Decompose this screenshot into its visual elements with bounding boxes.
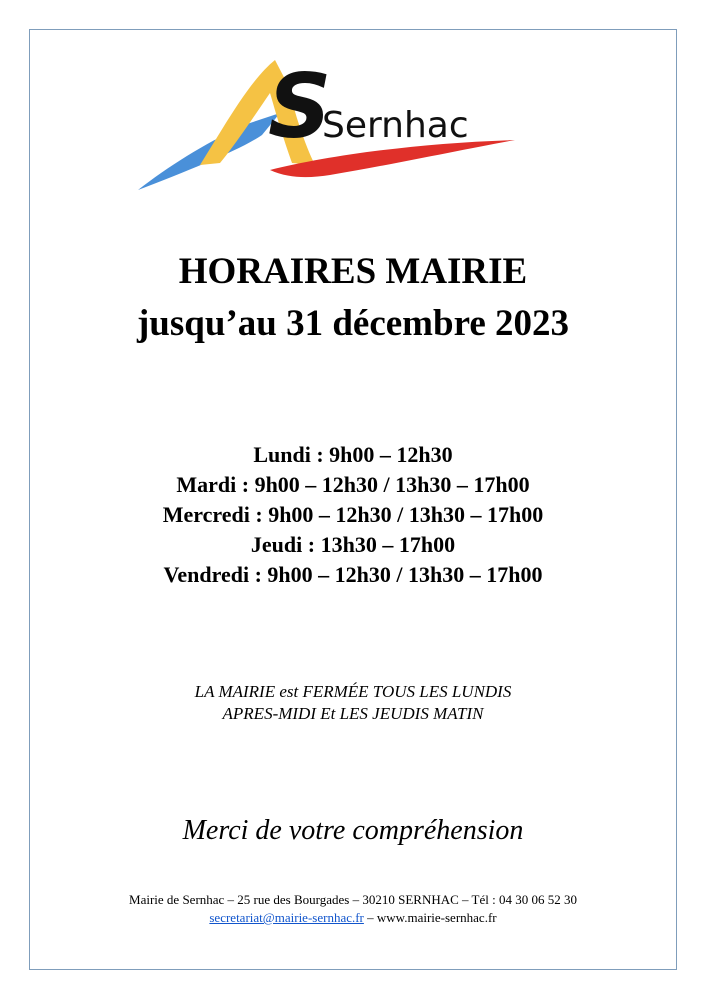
- closure-note-line1: LA MAIRIE est FERMÉE TOUS LES LUNDIS: [194, 682, 512, 701]
- hours-thursday: Jeudi : 13h30 – 17h00: [250, 532, 456, 557]
- thanks-message: Merci de votre compréhension: [182, 815, 524, 846]
- footer-address: Mairie de Sernhac – 25 rue des Bourgades – 30210 SERNHAC – Tél : 04 30 06 52 30: [129, 892, 577, 907]
- sernhac-logo: [130, 55, 520, 205]
- logo-s-letter: S: [268, 55, 332, 158]
- footer: [29, 891, 677, 927]
- email-link[interactable]: secretariat@mairie-sernhac.fr: [209, 910, 364, 925]
- page-subtitle: jusqu’au 31 décembre 2023: [136, 303, 570, 344]
- footer-separator: –: [363, 910, 377, 925]
- closure-note: [29, 681, 677, 725]
- opening-hours: [29, 440, 677, 590]
- hours-wednesday: Mercredi : 9h00 – 12h30 / 13h30 – 17h00: [162, 502, 544, 527]
- hours-friday: Vendredi : 9h00 – 12h30 / 13h30 – 17h00: [163, 562, 543, 587]
- logo-name-text: Sernhac: [322, 105, 469, 146]
- footer-contact: [29, 909, 677, 927]
- page-title: HORAIRES MAIRIE: [178, 251, 528, 292]
- hours-monday: Lundi : 9h00 – 12h30: [253, 442, 453, 467]
- hours-tuesday: Mardi : 9h00 – 12h30 / 13h30 – 17h00: [176, 472, 530, 497]
- closure-note-line2: APRES-MIDI Et LES JEUDIS MATIN: [222, 704, 484, 723]
- website-text: www.mairie-sernhac.fr: [376, 910, 497, 925]
